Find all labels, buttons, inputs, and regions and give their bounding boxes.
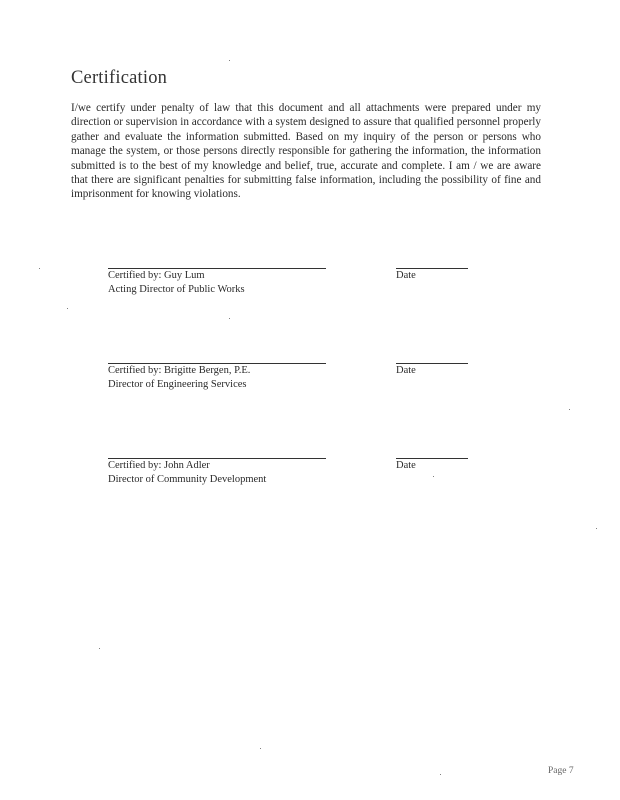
signature-line [108, 268, 326, 269]
page-number: Page 7 [548, 766, 574, 776]
date-line [396, 458, 468, 459]
date-label: Date [396, 365, 416, 376]
scan-speck [440, 774, 441, 775]
date-line [396, 363, 468, 364]
signature-block-engineering [108, 363, 470, 403]
signature-block-public-works [108, 268, 470, 308]
signature-line [108, 363, 326, 364]
signature-block-community-development [108, 458, 470, 498]
signatory-name: Certified by: John Adler [108, 460, 210, 471]
scan-speck [39, 268, 40, 269]
scan-speck [260, 748, 261, 749]
signature-line [108, 458, 326, 459]
scan-speck [569, 409, 570, 410]
scan-speck [596, 528, 597, 529]
scan-speck [229, 318, 230, 319]
scan-speck [229, 60, 230, 61]
date-label: Date [396, 270, 416, 281]
signatory-name: Certified by: Brigitte Bergen, P.E. [108, 365, 251, 376]
date-line [396, 268, 468, 269]
signatory-name: Certified by: Guy Lum [108, 270, 205, 281]
certification-statement: I/we certify under penalty of law that this document and all attachments were prepared under my direction or supervision in accordance with a system designed to assure that qualified personnel properly gather and evaluate the information submitted. Based on my inquiry of the person or persons who manage the system, or those persons directly responsible for gathering the information, the information submitted is to the best of my knowledge and belief, true, accurate and complete. I am / we are aware that there are significant penalties for submitting false information, including the possibility of fine and imprisonment for knowing violations. [71, 102, 541, 201]
scan-speck [67, 308, 68, 309]
page-title: Certification [71, 68, 168, 88]
signatory-title: Director of Community Development [108, 474, 267, 485]
date-label: Date [396, 460, 416, 471]
signatory-title: Acting Director of Public Works [108, 284, 245, 295]
signatory-title: Director of Engineering Services [108, 379, 247, 390]
scan-speck [99, 648, 100, 649]
